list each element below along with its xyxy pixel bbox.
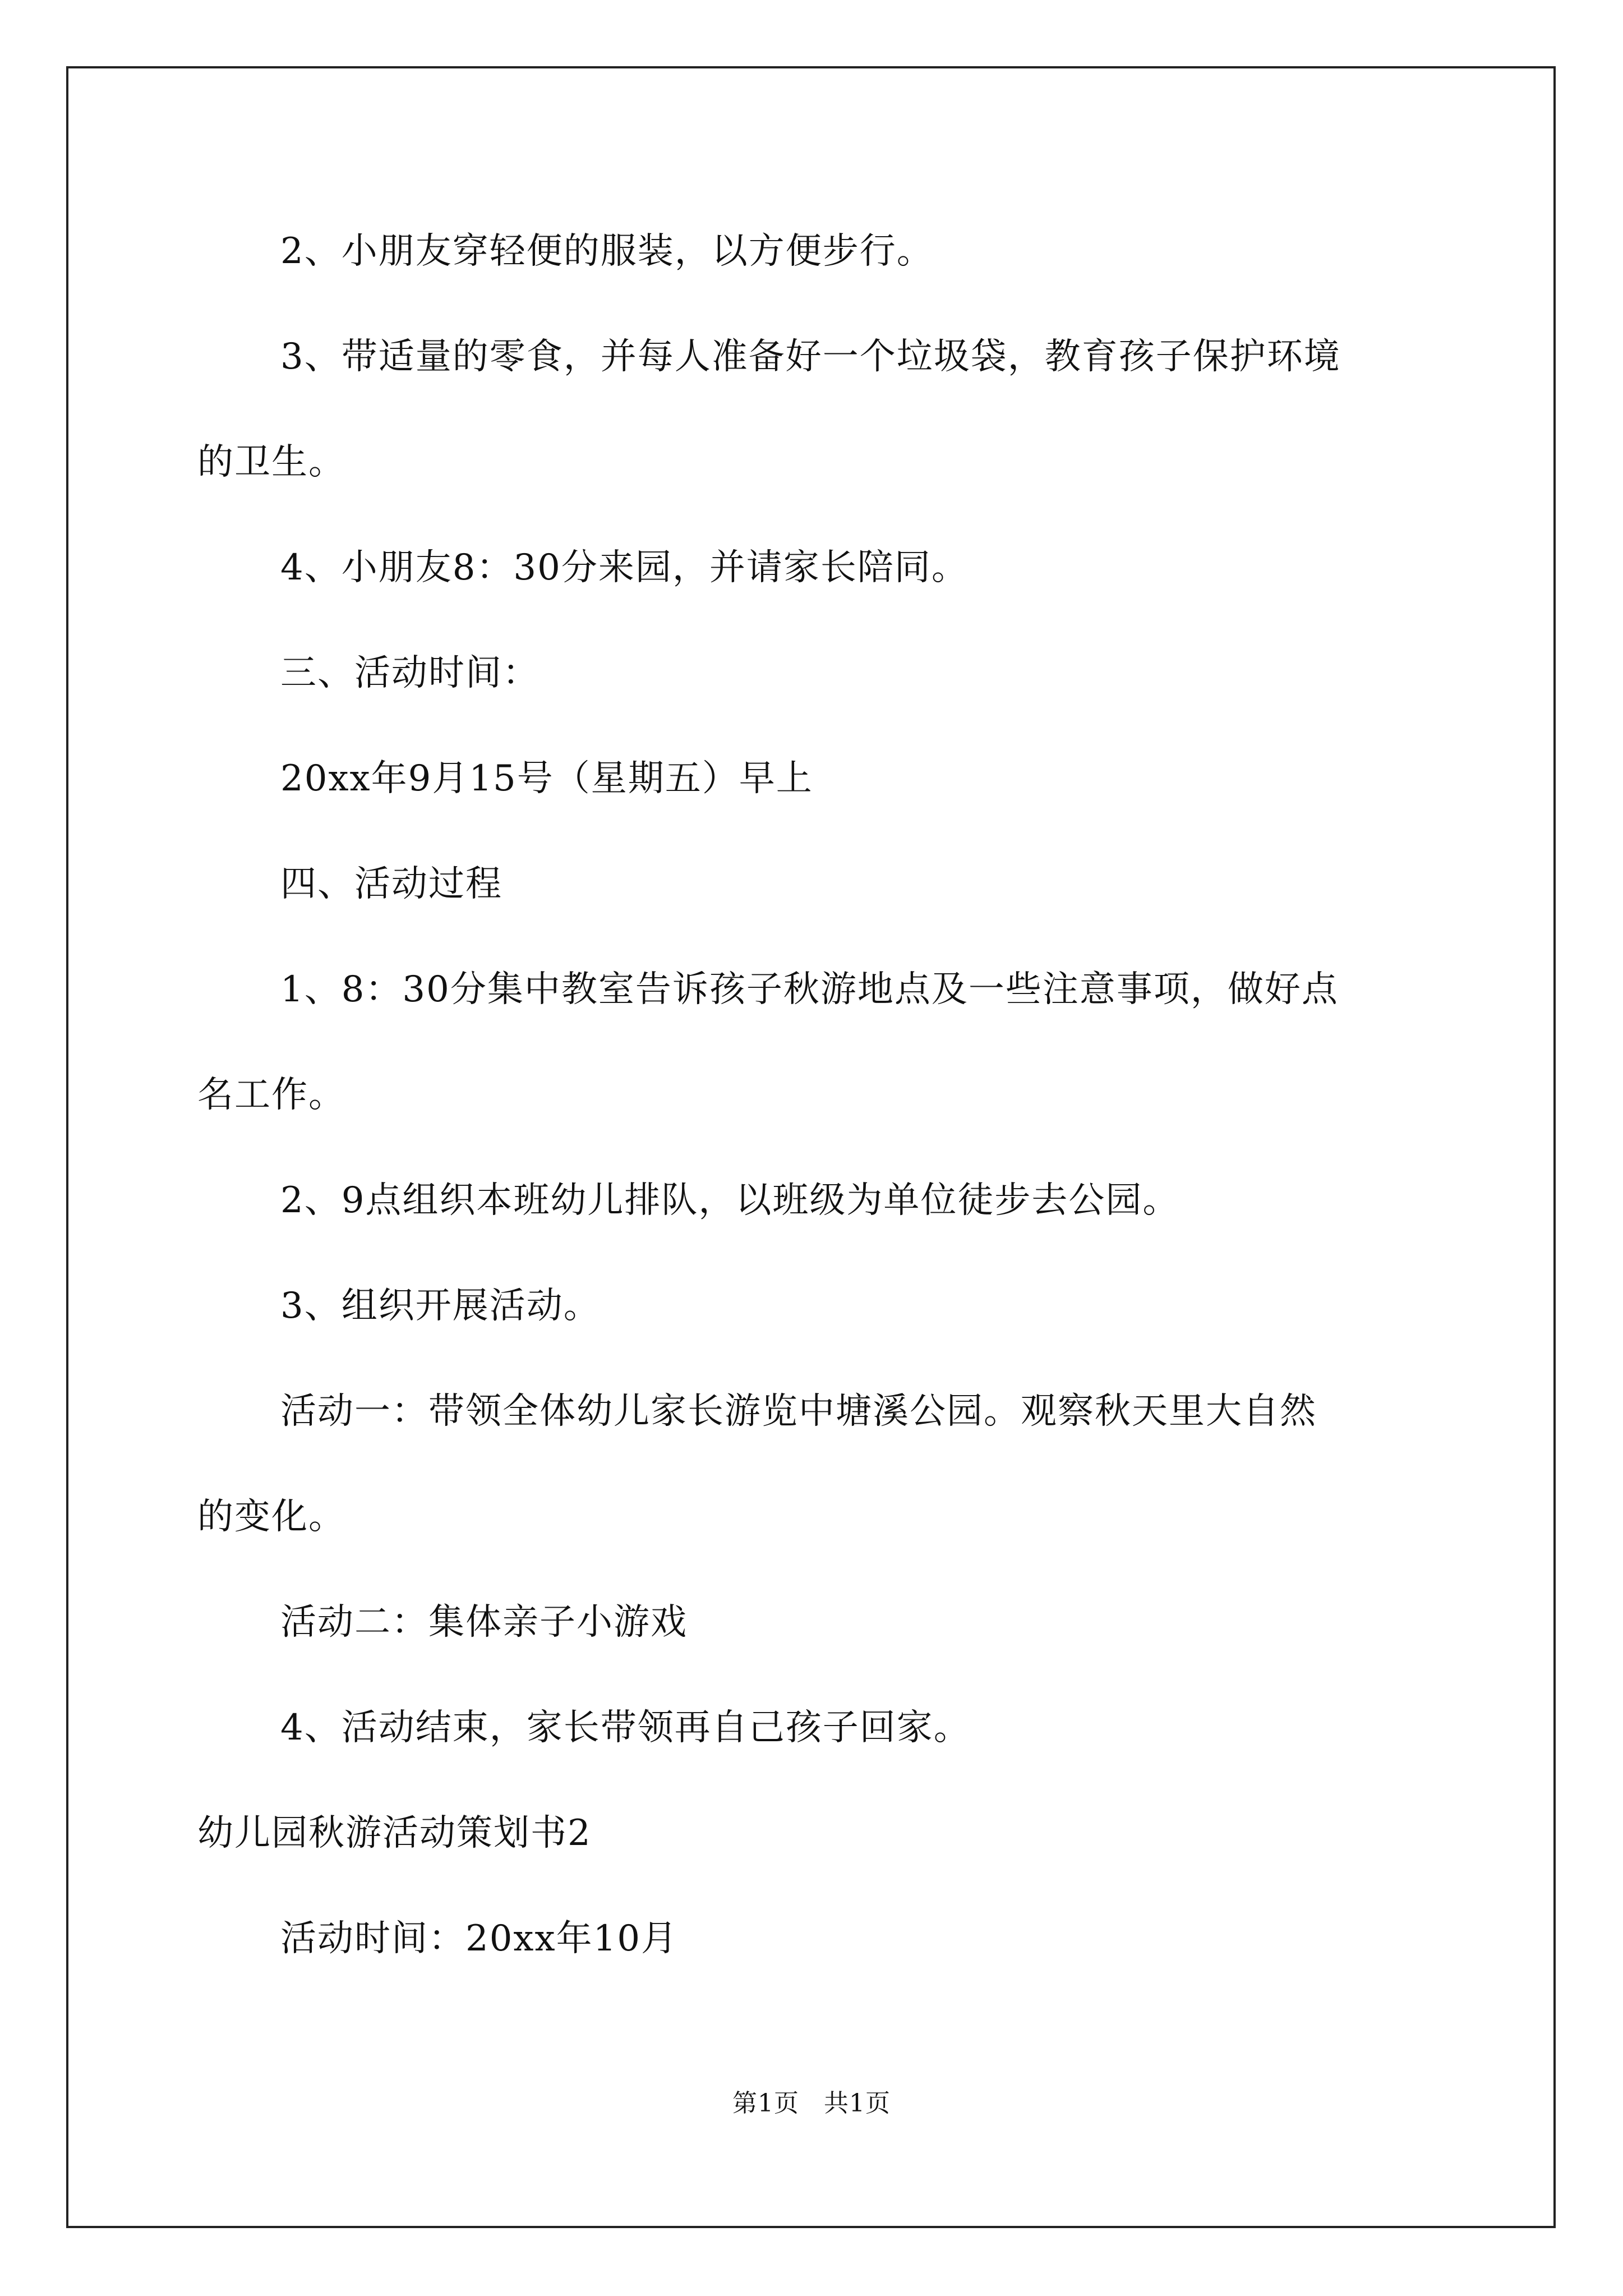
- paragraph: 活动时间：20xx年10月: [280, 1918, 679, 1959]
- paragraph: 名工作。: [197, 1074, 345, 1116]
- section-heading: 四、活动过程: [280, 863, 502, 905]
- paragraph: 活动二：集体亲子小游戏: [280, 1602, 688, 1643]
- page-border: [66, 66, 1556, 2228]
- paragraph: 4、小朋友8：30分来园，并请家长陪同。: [280, 547, 969, 588]
- page-footer: [0, 2088, 1623, 2119]
- paragraph: 4、活动结束，家长带领再自己孩子回家。: [280, 1707, 971, 1749]
- paragraph: 1、8：30分集中教室告诉孩子秋游地点及一些注意事项，做好点: [280, 969, 1339, 1010]
- paragraph: 2、小朋友穿轻便的服装，以方便步行。: [280, 231, 934, 272]
- section-heading: 三、活动时间：: [280, 652, 540, 694]
- paragraph: 2、9点组织本班幼儿排队，以班级为单位徒步去公园。: [280, 1180, 1180, 1221]
- page-total: 共1页: [824, 2089, 891, 2118]
- paragraph: 活动一：带领全体幼儿家长游览中塘溪公园。观察秋天里大自然: [280, 1391, 1317, 1432]
- paragraph: 20xx年9月15号（星期五）早上: [280, 758, 813, 799]
- paragraph: 3、组织开展活动。: [280, 1285, 601, 1327]
- paragraph: 3、带适量的零食，并每人准备好一个垃圾袋，教育孩子保护环境: [280, 336, 1341, 378]
- page-number: 第1页: [732, 2089, 799, 2118]
- paragraph: 的变化。: [197, 1496, 345, 1538]
- paragraph: 的卫生。: [197, 441, 345, 483]
- document-subtitle: 幼儿园秋游活动策划书2: [197, 1812, 592, 1854]
